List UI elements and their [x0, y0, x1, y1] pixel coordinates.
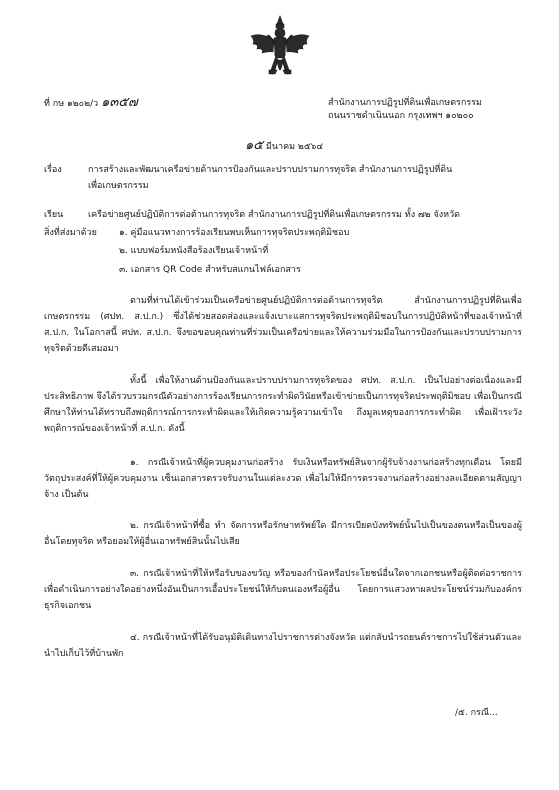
- subject-line-2: เพื่อเกษตรกรรม: [88, 181, 149, 191]
- recipient-text: เครือข่ายศูนย์ปฏิบัติการต่อต้านการทุจริต สำนักงานการปฏิรูปที่ดินเพื่อเกษตรกรรม ทั้ง ๗๒ จังหวัด: [88, 210, 461, 220]
- paragraph-2: ทั้งนี้ เพื่อให้งานด้านป้องกันและปราบปรามการทุจริตของ ศปท. ส.ป.ก. เป็นไปอย่างต่อเนื่องและมีประสิทธิภาพ จึงได้รวบรวมกรณีตัวอย่างการร้องเรียนการกระทำผิดวินัยหรือเข้าข่ายเป็นการทุจริตประพฤติมิชอบ เพื่อเป็นกรณีศึกษาให้ท่านได้ทราบถึงพฤติการณ์การกระทำผิดและให้เกิดความรู้ความเข้าใจ ถึงมูลเหตุของการกระทำผิด เพื่อเฝ้าระวังพฤติการณ์ของเจ้าหน้าที่ ส.ป.ก. ดังนี้: [44, 376, 522, 434]
- subject-label: เรื่อง: [44, 165, 62, 175]
- agency-name: สำนักงานการปฏิรูปที่ดินเพื่อเกษตรกรรม: [328, 98, 482, 108]
- paragraph-case-2: ๒. กรณีเจ้าหน้าที่ซื้อ ทำ จัดการหรือรักษาทรัพย์ใด มีการเบียดบังทรัพย์นั้นไปเป็นของตนหรือเป็นของผู้อื่นโดยทุจริต หรือยอมให้ผู้อื่นเอาทรัพย์สินนั้นไปเสีย: [44, 521, 522, 547]
- subject-line-1: การสร้างและพัฒนาเครือข่ายด้านการป้องกันและปราบปรามการทุจริต สำนักงานการปฏิรูปที่ดิน: [88, 165, 453, 175]
- paragraph-case-3: ๓. กรณีเจ้าหน้าที่ให้หรือรับของขวัญ หรือของกำนัลหรือประโยชน์อื่นใดจากเอกชนหรือผู้ติดต่อราชการ เพื่อดำเนินการอย่างใดอย่างหนึ่งอันเป็นการเอื้อประโยชน์ให้กับตนเองหรือผู้อื่น โดยการแสวงหาผลประโยชน์ร่วมกับองค์กรธุรกิจเอกชน: [44, 569, 522, 611]
- reference-number: [44, 97, 138, 110]
- garuda-emblem-icon: [247, 14, 313, 86]
- enclosure-item-1: ๑. คู่มือแนวทางการร้องเรียนพบเห็นการทุจริตประพฤติมิชอบ: [119, 228, 350, 238]
- enclosure-item-2: ๒. แบบฟอร์มหนังสือร้องเรียนเจ้าหน้าที่: [119, 246, 269, 256]
- date-day-handwritten: ๑๕: [245, 138, 264, 153]
- reference-prefix: ที่ กษ ๑๒๐๒/ว: [44, 99, 99, 109]
- enclosures-label: สิ่งที่ส่งมาด้วย: [44, 228, 97, 238]
- page-continuation: /๕. กรณี...: [455, 708, 498, 718]
- document-date: [245, 140, 323, 153]
- enclosure-item-3: ๓. เอกสาร QR Code สำหรับสแกนไฟล์เอกสาร: [119, 265, 301, 275]
- recipient-label: เรียน: [44, 210, 64, 220]
- date-month-year: มีนาคม ๒๕๖๔: [265, 142, 324, 152]
- paragraph-1: ตามที่ท่านได้เข้าร่วมเป็นเครือข่ายศูนย์ปฏิบัติการต่อต้านการทุจริต สำนักงานการปฏิรูปที่ดินเพื่อเกษตรกรรม (ศปท. ส.ป.ก.) ซึ่งได้ช่วยสอดส่องและแจ้งเบาะแสการทุจริตประพฤติมิชอบในการปฏิบัติหน้าที่ของเจ้าหน้าที่ ส.ป.ก. ในโอกาสนี้ ศปท. ส.ป.ก. จึงขอขอบคุณท่านที่ร่วมเป็นเครือข่ายและให้ความร่วมมือในการป้องกันและปราบปรามการทุจริตด้วยดีเสมอมา: [44, 296, 522, 354]
- paragraph-case-4: ๔. กรณีเจ้าหน้าที่ได้รับอนุมัติเดินทางไปราชการต่างจังหวัด แต่กลับนำรถยนต์ราชการไปใช้ส่วนตัวและนำไปเก็บไว้ที่บ้านพัก: [44, 633, 522, 659]
- paragraph-case-1: ๑. กรณีเจ้าหน้าที่ผู้ควบคุมงานก่อสร้าง รับเงินหรือทรัพย์สินจากผู้รับจ้างงานก่อสร้างทุกเดือน โดยมีวัตถุประสงค์ที่ให้ผู้ควบคุมงาน เซ็นเอกสารตรวจรับงานในแต่ละงวด เพื่อไม่ให้มีการตรวจงานก่อสร้างอย่างละเอียดตามสัญญาจ้าง เป็นต้น: [44, 458, 522, 500]
- agency-address: ถนนราชดำเนินนอก กรุงเทพฯ ๑๐๒๐๐: [328, 111, 474, 121]
- reference-handwritten-number: ๑๓๕๗: [101, 95, 138, 110]
